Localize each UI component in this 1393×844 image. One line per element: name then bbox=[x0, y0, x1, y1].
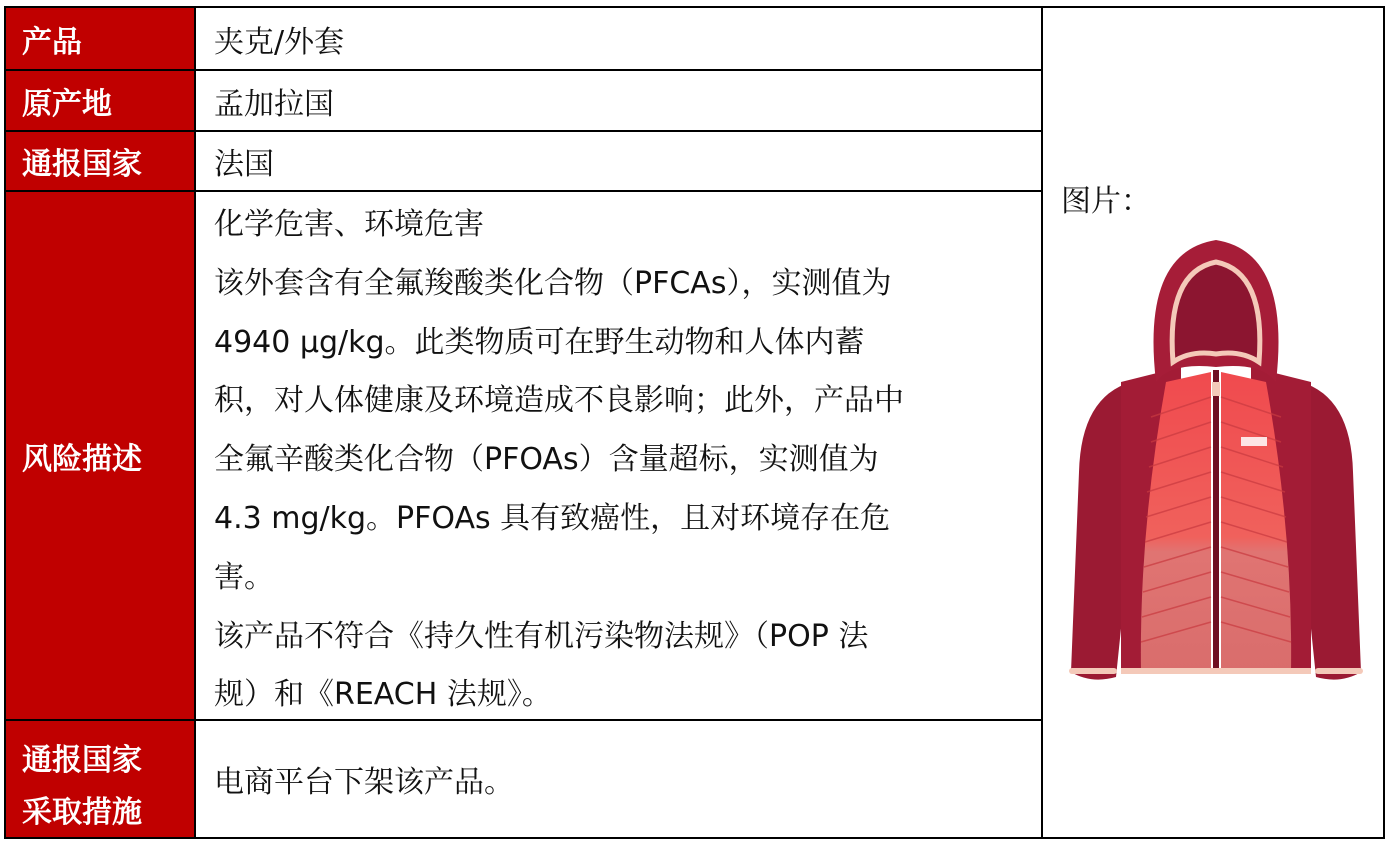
measures-label-line2: 采取措施 bbox=[22, 795, 142, 830]
notifier-label: 通报国家 bbox=[6, 132, 196, 190]
risk-line: 害。 bbox=[214, 559, 274, 595]
measures-label-line1: 通报国家 bbox=[22, 743, 142, 778]
risk-line: 该外套含有全氟羧酸类化合物（PFCAs），实测值为 bbox=[214, 265, 892, 301]
origin-value: 孟加拉国 bbox=[214, 86, 334, 122]
row-notifier bbox=[6, 132, 1041, 192]
risk-line: 化学危害、环境危害 bbox=[214, 207, 484, 242]
image-label: 图片： bbox=[1061, 184, 1151, 219]
risk-line: 规）和《REACH 法规》。 bbox=[214, 677, 552, 713]
risk-line: 4.3 mg/kg。PFOAs 具有致癌性，且对环境存在危 bbox=[214, 500, 891, 536]
jacket-photo bbox=[1061, 232, 1371, 684]
origin-label: 原产地 bbox=[6, 71, 196, 130]
row-origin bbox=[6, 71, 1041, 132]
measures-label bbox=[6, 721, 196, 837]
risk-line: 全氟辛酸类化合物（PFOAs）含量超标，实测值为 bbox=[214, 442, 879, 478]
risk-line: 积，对人体健康及环境造成不良影响；此外，产品中 bbox=[214, 383, 904, 419]
product-value: 夹克/外套 bbox=[214, 24, 345, 60]
row-measures bbox=[6, 721, 1041, 837]
notifier-value: 法国 bbox=[214, 147, 274, 182]
product-notice-table bbox=[4, 6, 1385, 839]
row-risk bbox=[6, 192, 1041, 721]
risk-label: 风险描述 bbox=[6, 192, 196, 719]
risk-description bbox=[196, 192, 1041, 719]
image-cell bbox=[1041, 8, 1383, 837]
row-product bbox=[6, 8, 1041, 71]
risk-line: 该产品不符合《持久性有机污染物法规》（POP 法 bbox=[214, 618, 869, 654]
measures-value: 电商平台下架该产品。 bbox=[214, 765, 514, 800]
risk-line: 4940 μg/kg。此类物质可在野生动物和人体内蓄 bbox=[214, 324, 865, 360]
product-label: 产品 bbox=[6, 8, 196, 69]
